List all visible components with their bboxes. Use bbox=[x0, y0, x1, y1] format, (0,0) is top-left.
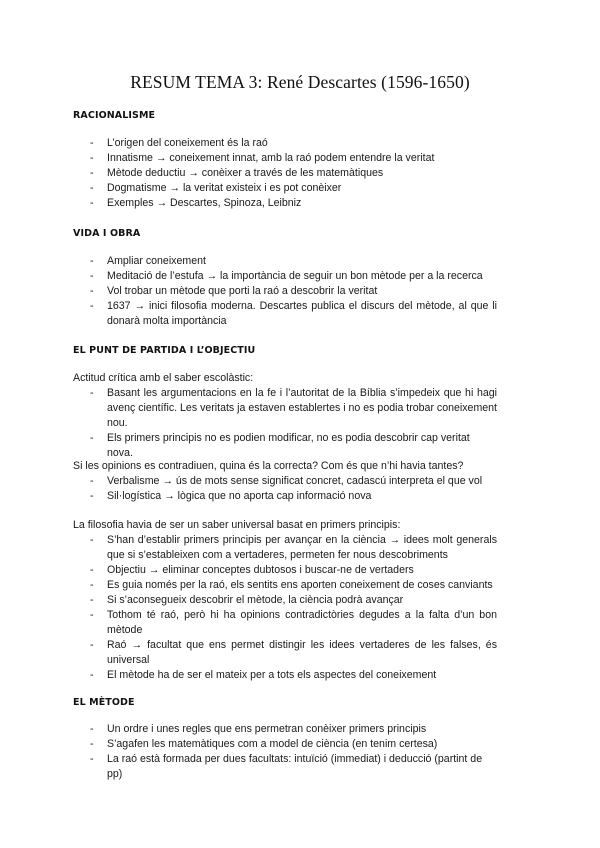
list-item: - Un ordre i unes regles que ens permetran conèixer primers principis bbox=[0, 722, 497, 737]
list-item: - S’han d’establir primers principis per avançar en la ciència → idees molt generals que si s’estableixen com a vertaderes, permeten fer nous descobriments bbox=[0, 533, 497, 563]
list-item: - Basant les argumentacions en la fe i l’autoritat de la Bíblia s’impedeix que hi hagi avenç científic. Les veritats ja estaven establertes i no es podia trobar coneixement nou. bbox=[0, 386, 497, 431]
list-item: - Es guia només per la raó, els sentits ens aporten coneixement de coses canviants bbox=[0, 578, 497, 593]
list-item: - Raó → facultat que ens permet distingir les idees vertaderes de les falses, és universal bbox=[0, 638, 497, 668]
list-item: - Innatisme → coneixement innat, amb la raó podem entendre la veritat bbox=[0, 151, 497, 166]
list-item: - Dogmatisme → la veritat existeix i es pot conèixer bbox=[0, 181, 497, 196]
list-item: - Exemples → Descartes, Spinoza, Leibniz bbox=[0, 196, 497, 211]
list-item: - Verbalisme → ús de mots sense significat concret, cadascú interpreta el que vol bbox=[0, 474, 497, 489]
list-item: - Els primers principis no es podien modificar, no es podia descobrir cap veritat nova. bbox=[0, 431, 497, 461]
list-item: - Mètode deductiu → conèixer a través de les matemàtiques bbox=[0, 166, 497, 181]
list-el-metode bbox=[0, 722, 497, 782]
list-item: - Ampliar coneixement bbox=[0, 254, 497, 269]
heading-punt-de-partida: EL PUNT DE PARTIDA I L’OBJECTIU bbox=[73, 345, 256, 356]
heading-racionalisme: RACIONALISME bbox=[73, 110, 156, 121]
list-escolastic bbox=[0, 386, 497, 461]
list-opinions bbox=[0, 474, 497, 504]
list-item: - Si s’aconsegueix descobrir el mètode, la ciència podrà avançar bbox=[0, 593, 497, 608]
paragraph-intro: La filosofia havia de ser un saber universal basat en primers principis: bbox=[73, 519, 401, 531]
list-racionalisme bbox=[0, 136, 497, 211]
list-item: - El mètode ha de ser el mateix per a tots els aspectes del coneixement bbox=[0, 668, 497, 683]
page-title: RESUM TEMA 3: René Descartes (1596-1650) bbox=[130, 72, 470, 92]
paragraph-intro: Si les opinions es contradiuen, quina és la correcta? Com és que n’hi havia tantes? bbox=[73, 460, 464, 472]
list-item: - Objectiu → eliminar conceptes dubtosos i buscar-ne de vertaders bbox=[0, 563, 497, 578]
list-item: - L’origen del coneixement és la raó bbox=[0, 136, 497, 151]
paragraph-intro: Actitud crítica amb el saber escolàstic: bbox=[73, 372, 254, 384]
heading-el-metode: EL MÈTODE bbox=[73, 697, 135, 708]
list-item: - S’agafen les matemàtiques com a model de ciència (en tenim certesa) bbox=[0, 737, 497, 752]
heading-vida-i-obra: VIDA I OBRA bbox=[73, 228, 141, 239]
list-item: - La raó està formada per dues facultats: intuïció (immediat) i deducció (partint de pp) bbox=[0, 752, 497, 782]
list-item: - Meditació de l’estufa → la importància de seguir un bon mètode per a la recerca bbox=[0, 269, 497, 284]
list-item: - Sil·logística → lògica que no aporta cap informació nova bbox=[0, 489, 497, 504]
list-filosofia bbox=[0, 533, 497, 683]
list-item: - Vol trobar un mètode que porti la raó a descobrir la veritat bbox=[0, 284, 497, 299]
list-item: - Tothom té raó, però hi ha opinions contradictòries degudes a la falta d’un bon mètode bbox=[0, 608, 497, 638]
list-item: - 1637 → inici filosofia moderna. Descartes publica el discurs del mètode, al que li donarà molta importància bbox=[0, 299, 497, 329]
list-vida-i-obra bbox=[0, 254, 497, 329]
